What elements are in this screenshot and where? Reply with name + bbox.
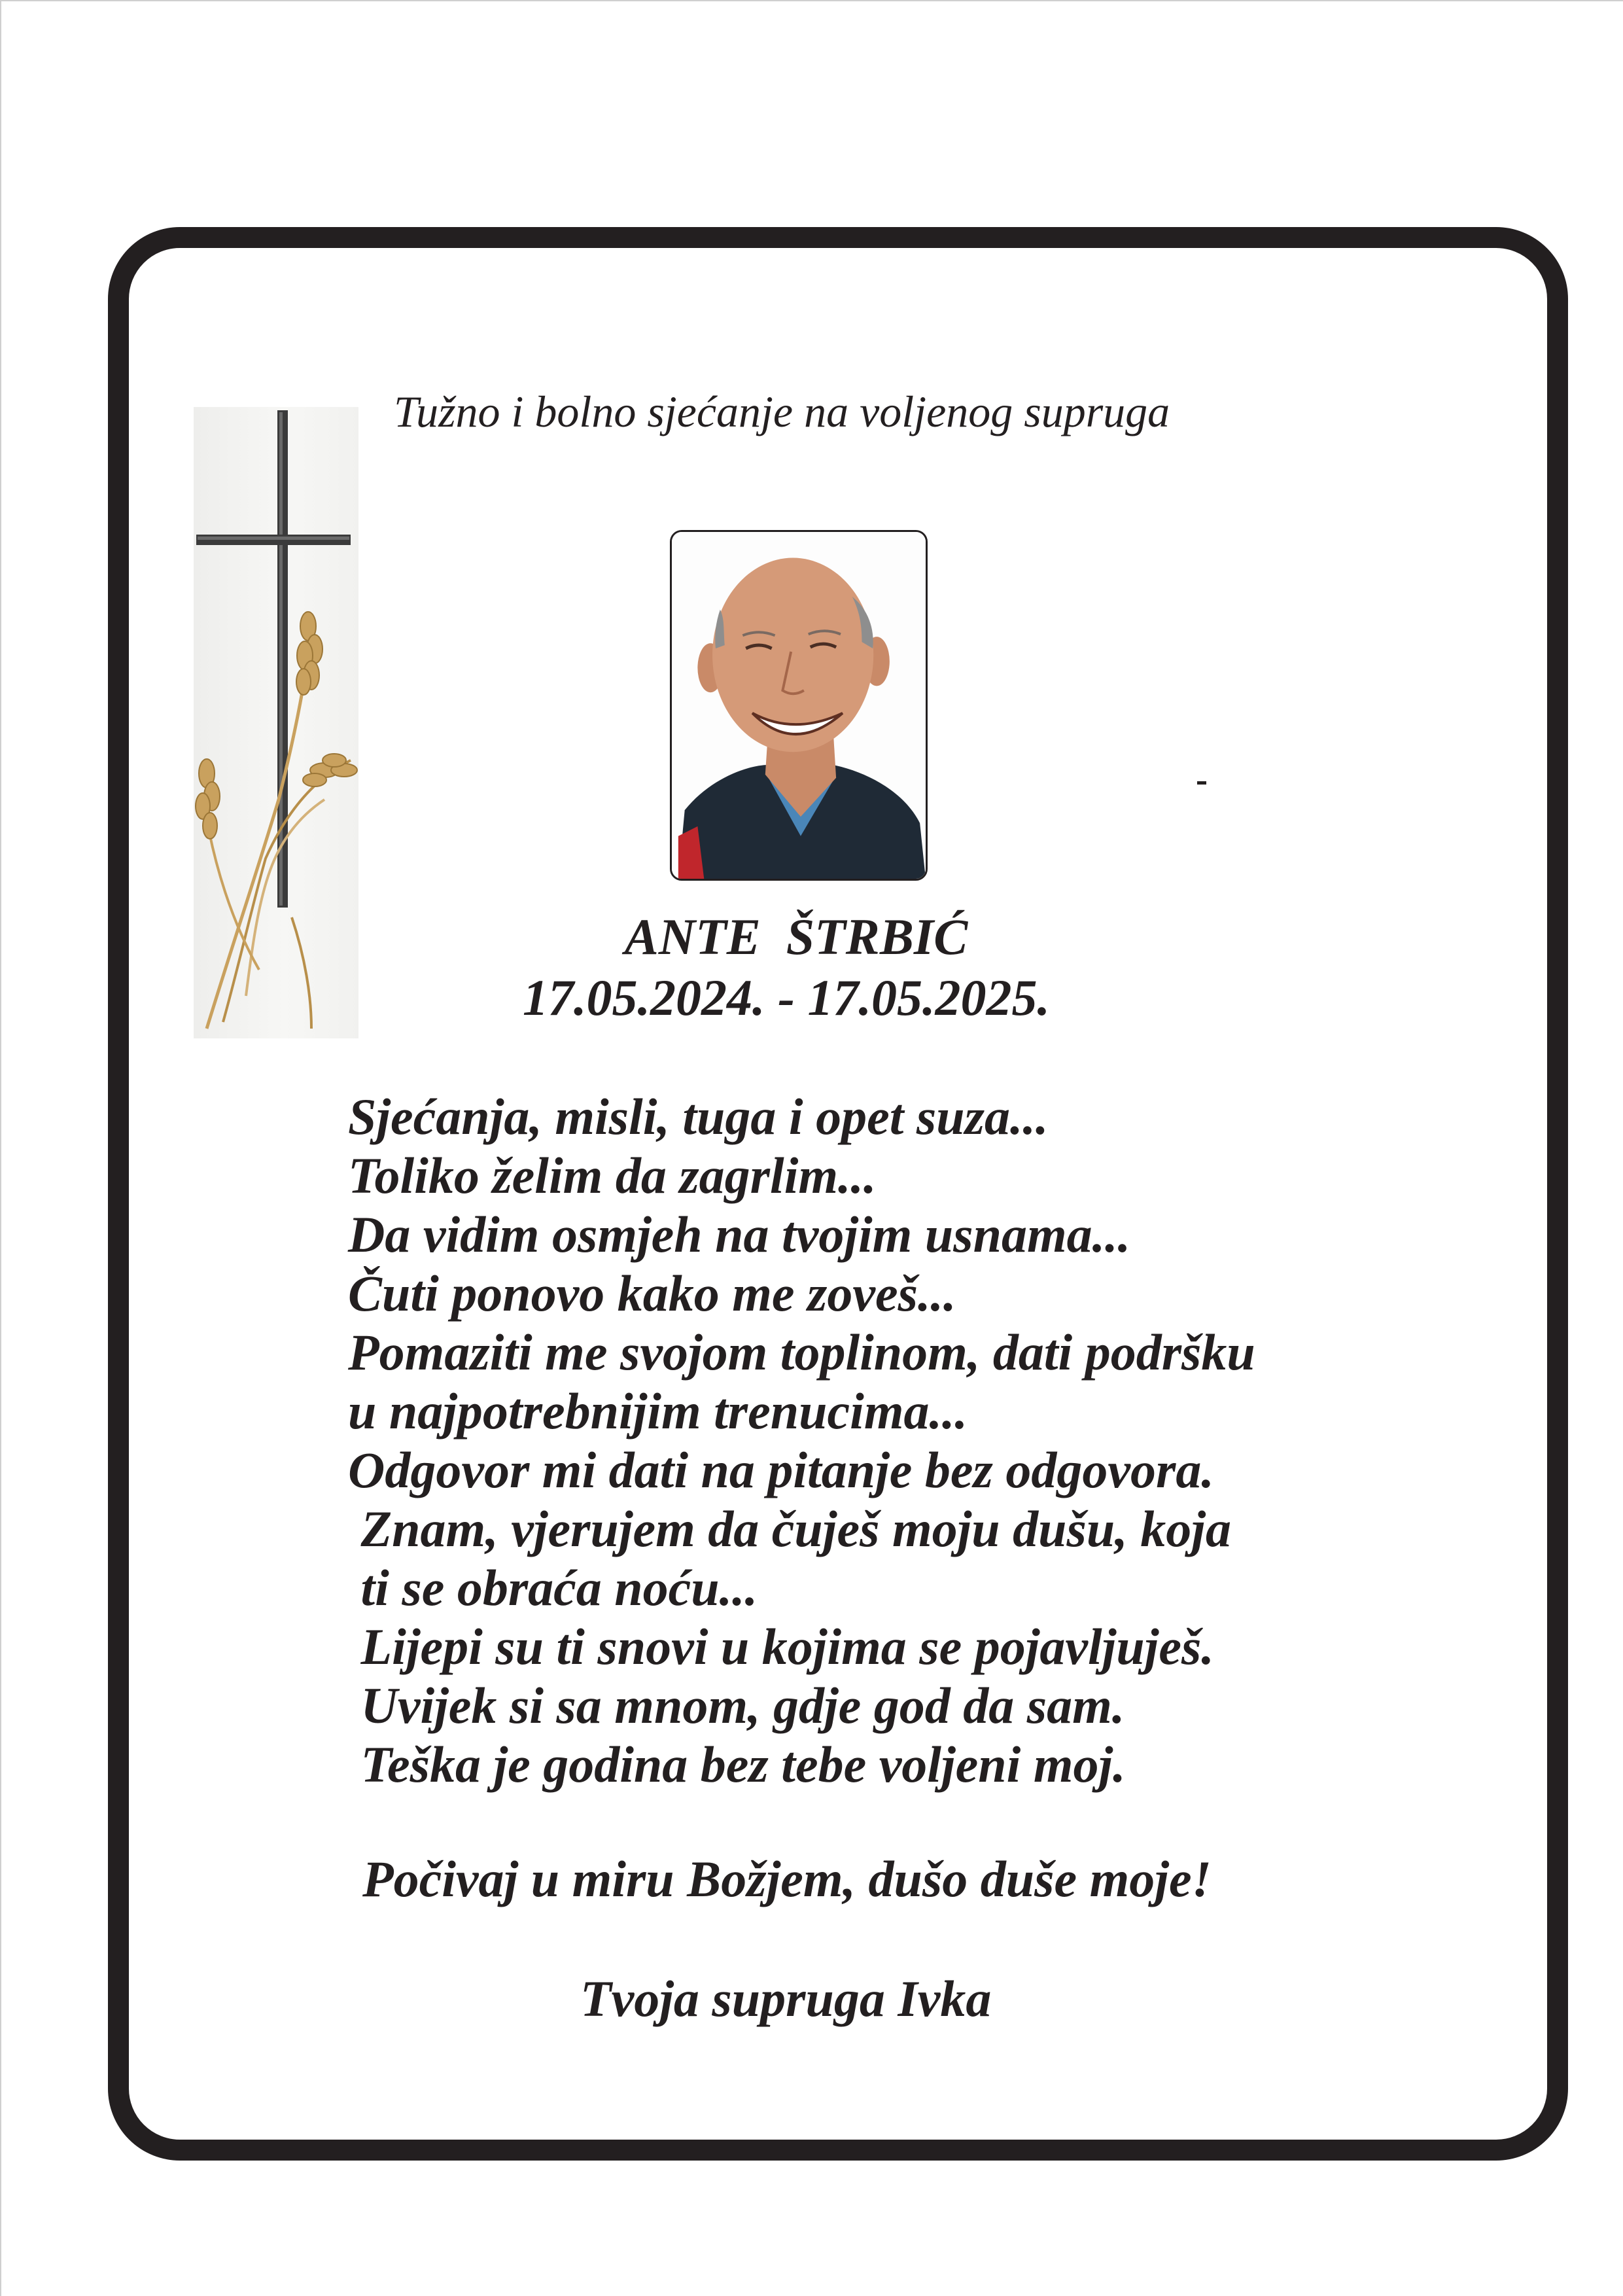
poem-line: Uvijek si sa mnom, gdje god da sam. [348, 1677, 1125, 1734]
poem-line: Znam, vjerujem da čuješ moju dušu, koja [348, 1500, 1231, 1557]
deceased-name: ANTE ŠTRBIĆ [624, 908, 968, 965]
memorial-dates: 17.05.2024. - 17.05.2025. [523, 969, 1050, 1026]
poem-line: Pomaziti me svojom toplinom, dati podršku [348, 1324, 1255, 1381]
stray-dash-mark [1197, 781, 1206, 785]
poem-line: ti se obraća noću... [348, 1559, 758, 1616]
signature-line: Tvoja supruga Ivka [580, 1970, 992, 2027]
intro-line: Tužno i bolno sjećanje na voljenog supruga [394, 387, 1170, 436]
poem-line: Odgovor mi dati na pitanje bez odgovora. [348, 1441, 1214, 1498]
farewell-line: Počivaj u miru Božjem, dušo duše moje! [362, 1850, 1212, 1907]
poem-line: u najpotrebnijim trenucima... [348, 1383, 968, 1439]
poem-line: Toliko želim da zagrlim... [348, 1147, 877, 1204]
memorial-poem [348, 1087, 1255, 1794]
poem-line: Lijepi su ti snovi u kojima se pojavljuješ. [348, 1618, 1214, 1675]
poem-line: Teška je godina bez tebe voljeni moj. [348, 1736, 1126, 1793]
portrait-drawing [672, 532, 926, 879]
portrait-photo [670, 530, 928, 881]
poem-line: Sjećanja, misli, tuga i opet suza... [348, 1088, 1049, 1145]
poem-line: Da vidim osmjeh na tvojim usnama... [348, 1206, 1131, 1263]
poem-line: Čuti ponovo kako me zoveš... [348, 1265, 956, 1322]
